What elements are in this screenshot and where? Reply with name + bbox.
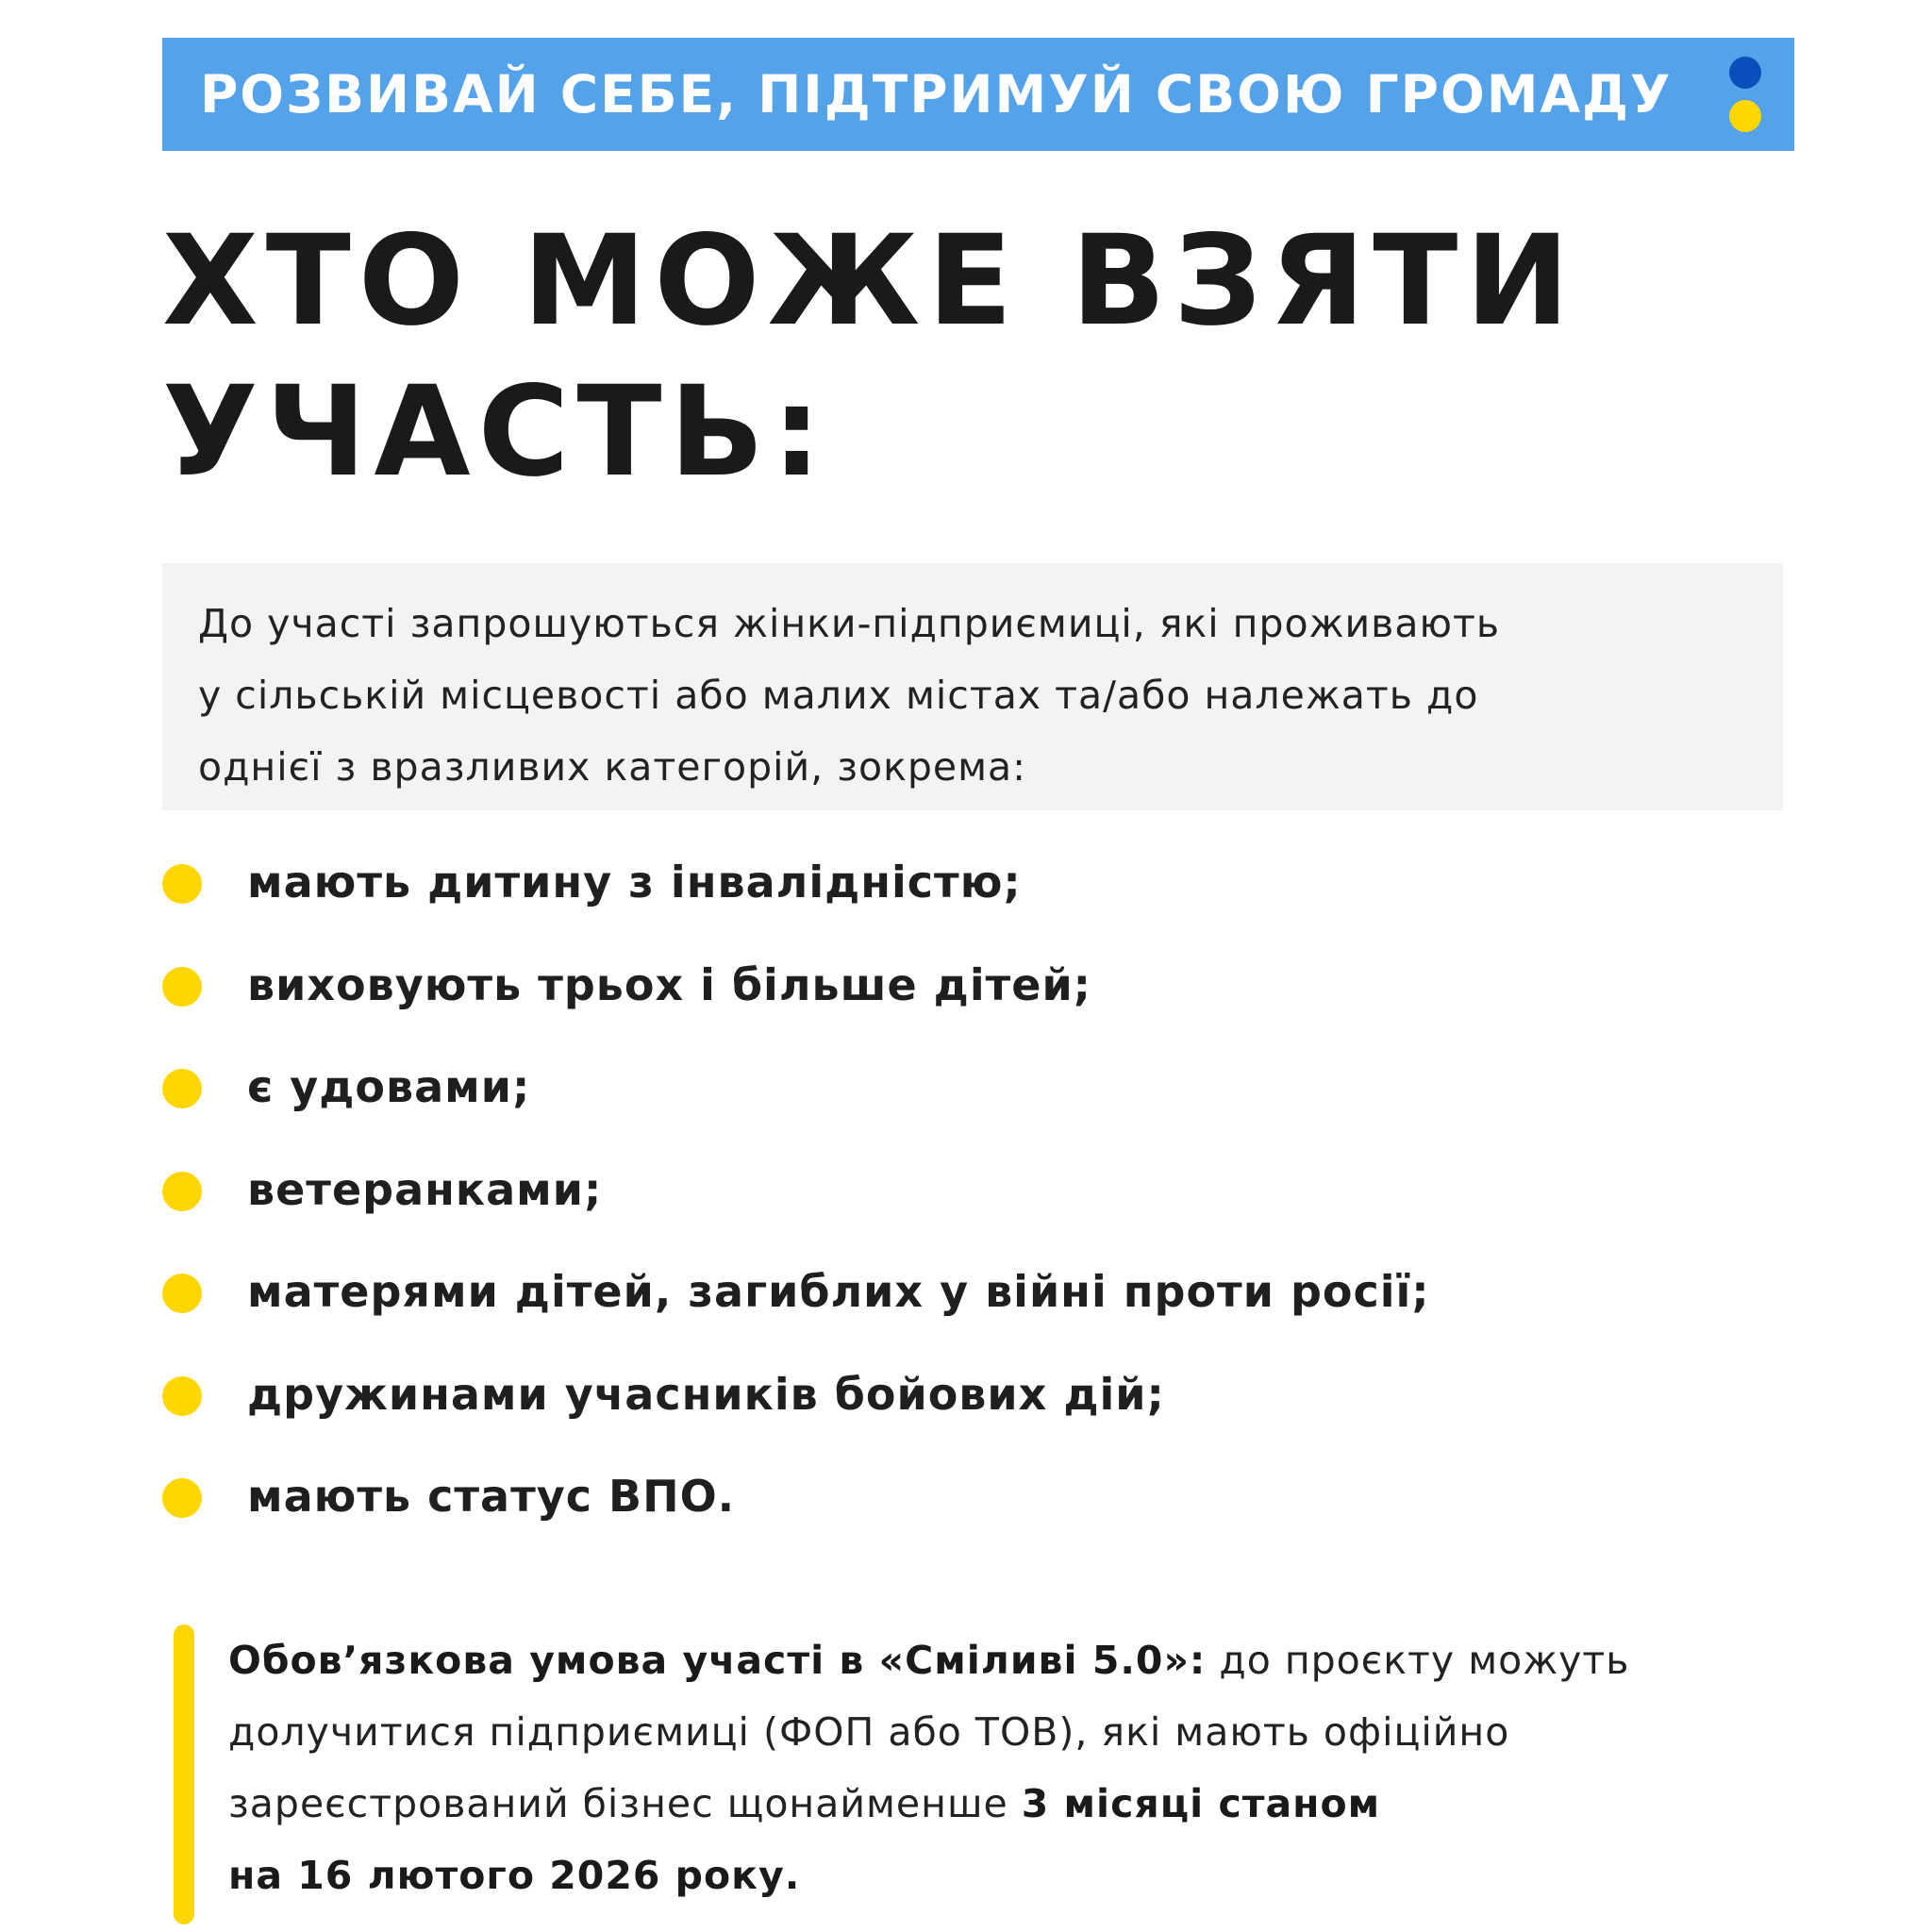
criteria-item-label: дружинами учасників бойових дій; (247, 1368, 1165, 1420)
yellow-accent-bar (174, 1624, 194, 1924)
intro-box (162, 563, 1783, 810)
condition-line-4-bold: на 16 лютого 2026 року. (228, 1853, 801, 1898)
criteria-item (162, 1054, 1766, 1157)
condition-bold-lead: Обов’язкова умова участі в «Сміливі 5.0»: (228, 1638, 1207, 1683)
page-title-line-1: ХТО МОЖЕ ВЗЯТИ (162, 208, 1577, 354)
criteria-item-label: виховують трьох і більше дітей; (247, 958, 1092, 1010)
condition-line-4 (228, 1840, 1629, 1911)
condition-line-1-rest: до проєкту можуть (1206, 1638, 1630, 1683)
header-banner (162, 38, 1794, 151)
ukraine-flag-dots-icon (1728, 55, 1762, 134)
criteria-item-label: мають дитину з інвалідністю; (247, 857, 1022, 908)
criteria-item (162, 849, 1766, 952)
condition-line-3 (228, 1768, 1629, 1840)
criteria-item (162, 1463, 1766, 1566)
criteria-item-label: мають статус ВПО. (247, 1471, 736, 1522)
yellow-dot-icon (1729, 100, 1761, 132)
condition-line-2: долучитися підприємиці (ФОП або ТОВ), які мають офіційно (228, 1709, 1510, 1755)
intro-text (198, 588, 1783, 803)
condition-line-3-bold: 3 місяці станом (1021, 1781, 1381, 1826)
banner-slogan: РОЗВИВАЙ СЕБЕ, ПІДТРИМУЙ СВОЮ ГРОМАДУ (200, 64, 1673, 125)
page-title-line-2: УЧАСТЬ: (162, 359, 829, 505)
yellow-bullet-icon (162, 1478, 202, 1518)
yellow-bullet-icon (162, 967, 202, 1007)
intro-line-3: однієї з вразливих категорій, зокрема: (198, 744, 1026, 790)
criteria-item (162, 952, 1766, 1055)
page-title (162, 206, 1766, 508)
condition-line-1 (228, 1624, 1629, 1696)
condition-line-3-regular: зареєстрований бізнес щонайменше (228, 1781, 1022, 1826)
intro-line-2: у сільській місцевості або малих містах та/або належать до (198, 673, 1479, 718)
yellow-bullet-icon (162, 864, 202, 904)
criteria-item (162, 1258, 1766, 1361)
criteria-item-label: матерями дітей, загиблих у війні проти росії; (247, 1266, 1430, 1317)
criteria-item (162, 1157, 1766, 1259)
yellow-bullet-icon (162, 1069, 202, 1108)
criteria-item-label: є удовами; (247, 1061, 531, 1112)
intro-line-1: До участі запрошуються жінки-підприємиці, які проживають (198, 601, 1501, 646)
criteria-item (162, 1361, 1766, 1464)
criteria-list (162, 849, 1766, 1566)
yellow-bullet-icon (162, 1376, 202, 1416)
blue-dot-icon (1729, 57, 1761, 89)
yellow-bullet-icon (162, 1172, 202, 1211)
criteria-item-label: ветеранками; (247, 1163, 603, 1215)
condition-text (228, 1624, 1629, 1911)
mandatory-condition-block (174, 1624, 1777, 1926)
yellow-bullet-icon (162, 1274, 202, 1313)
